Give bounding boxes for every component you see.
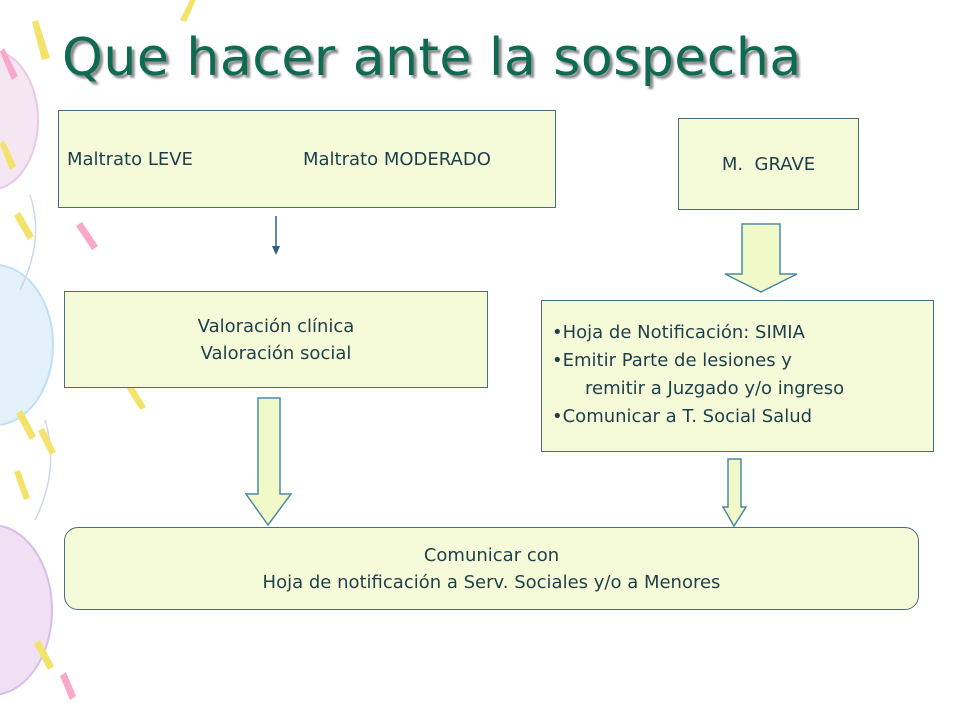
confetti	[32, 20, 50, 60]
leve-moderado-box	[58, 110, 556, 208]
valoracion-clinica-label: Valoración clínica	[197, 315, 355, 337]
leve-label: Maltrato LEVE	[67, 149, 193, 170]
balloon-shape	[0, 265, 53, 425]
confetti	[76, 222, 98, 250]
balloon-shape	[0, 50, 38, 190]
grave-label: M. GRAVE	[721, 153, 816, 175]
balloon-shape	[0, 525, 52, 695]
hoja-notificacion-label: Hoja de notificación a Serv. Sociales y/o a Menores	[262, 571, 721, 593]
comunicar-label: Comunicar con	[423, 544, 560, 566]
confetti	[38, 428, 56, 455]
confetti	[14, 470, 30, 500]
confetti	[16, 410, 36, 440]
confetti	[14, 212, 34, 240]
action-item-simia: •Hoja de Notificación: SIMIA	[552, 322, 805, 343]
grave-actions-box	[541, 300, 934, 452]
action-item-juzgado: remitir a Juzgado y/o ingreso	[585, 378, 845, 399]
action-item-trabajo-social: •Comunicar a T. Social Salud	[552, 406, 813, 427]
page-title: Que hacer ante la sospecha	[62, 28, 802, 88]
confetti	[180, 0, 196, 22]
valoracion-social-label: Valoración social	[200, 342, 352, 364]
confetti	[60, 672, 76, 700]
valoracion-box	[64, 291, 488, 388]
moderado-label: Maltrato MODERADO	[303, 149, 491, 170]
action-item-parte-lesiones: •Emitir Parte de lesiones y	[552, 350, 792, 371]
comunicar-box	[64, 527, 919, 610]
grave-box	[678, 118, 859, 210]
